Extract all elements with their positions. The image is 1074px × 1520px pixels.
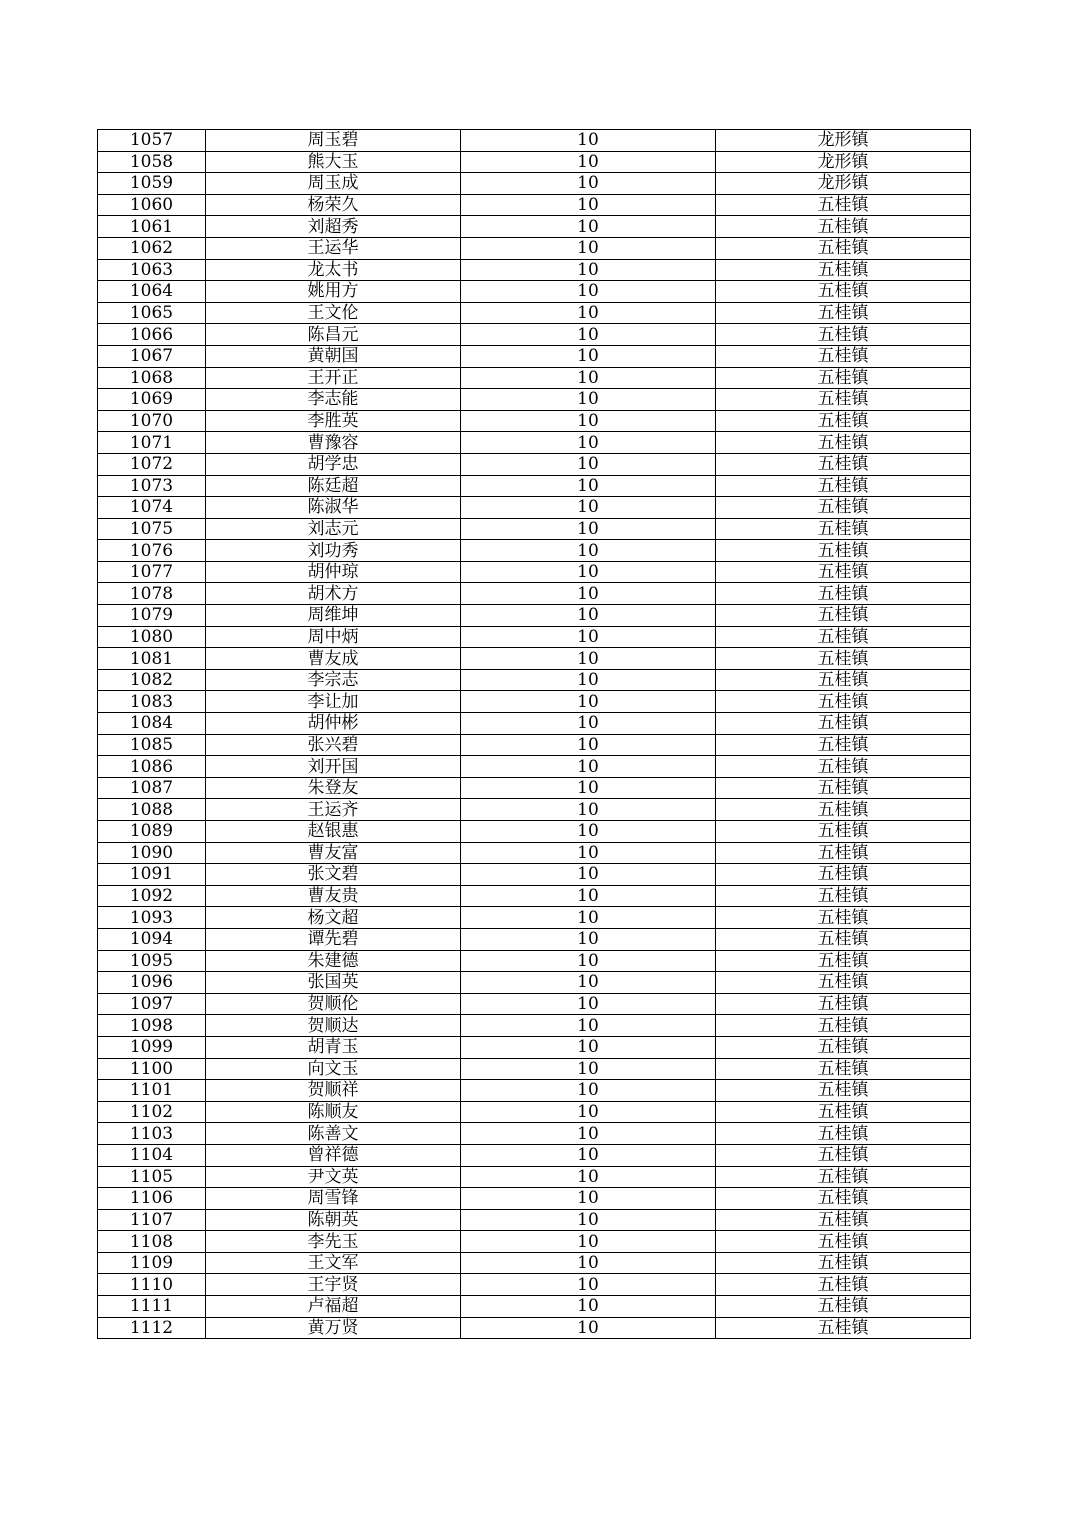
table-row	[98, 993, 971, 1015]
row-number-cell: 1096	[98, 972, 206, 994]
row-number-cell: 1105	[98, 1166, 206, 1188]
town-cell: 五桂镇	[716, 540, 971, 562]
amount-cell: 10	[461, 367, 716, 389]
amount-cell: 10	[461, 1296, 716, 1318]
name-cell: 姚用方	[206, 281, 461, 303]
row-number-cell: 1071	[98, 432, 206, 454]
row-number-cell: 1095	[98, 950, 206, 972]
name-cell: 周维坤	[206, 605, 461, 627]
table-row	[98, 497, 971, 519]
town-cell: 五桂镇	[716, 345, 971, 367]
row-number-cell: 1057	[98, 130, 206, 152]
table-row	[98, 583, 971, 605]
table-row	[98, 734, 971, 756]
town-cell: 五桂镇	[716, 691, 971, 713]
name-cell: 刘功秀	[206, 540, 461, 562]
town-cell: 五桂镇	[716, 302, 971, 324]
amount-cell: 10	[461, 173, 716, 195]
town-cell: 五桂镇	[716, 583, 971, 605]
name-cell: 杨荣久	[206, 194, 461, 216]
amount-cell: 10	[461, 691, 716, 713]
amount-cell: 10	[461, 648, 716, 670]
amount-cell: 10	[461, 281, 716, 303]
row-number-cell: 1109	[98, 1252, 206, 1274]
name-cell: 刘超秀	[206, 216, 461, 238]
town-cell: 五桂镇	[716, 518, 971, 540]
amount-cell: 10	[461, 756, 716, 778]
row-number-cell: 1093	[98, 907, 206, 929]
table-row	[98, 669, 971, 691]
amount-cell: 10	[461, 907, 716, 929]
row-number-cell: 1059	[98, 173, 206, 195]
amount-cell: 10	[461, 540, 716, 562]
town-cell: 龙形镇	[716, 130, 971, 152]
table-row	[98, 691, 971, 713]
amount-cell: 10	[461, 928, 716, 950]
name-cell: 黄万贤	[206, 1317, 461, 1339]
row-number-cell: 1103	[98, 1123, 206, 1145]
town-cell: 五桂镇	[716, 1036, 971, 1058]
town-cell: 龙形镇	[716, 173, 971, 195]
table-row	[98, 799, 971, 821]
row-number-cell: 1097	[98, 993, 206, 1015]
amount-cell: 10	[461, 1080, 716, 1102]
row-number-cell: 1077	[98, 561, 206, 583]
amount-cell: 10	[461, 561, 716, 583]
name-cell: 刘志元	[206, 518, 461, 540]
town-cell: 五桂镇	[716, 237, 971, 259]
row-number-cell: 1058	[98, 151, 206, 173]
table-row	[98, 345, 971, 367]
name-cell: 李胜英	[206, 410, 461, 432]
row-number-cell: 1098	[98, 1015, 206, 1037]
town-cell: 五桂镇	[716, 1188, 971, 1210]
row-number-cell: 1060	[98, 194, 206, 216]
row-number-cell: 1091	[98, 864, 206, 886]
town-cell: 五桂镇	[716, 1166, 971, 1188]
amount-cell: 10	[461, 1036, 716, 1058]
amount-cell: 10	[461, 1188, 716, 1210]
amount-cell: 10	[461, 1123, 716, 1145]
table-row	[98, 605, 971, 627]
table-row	[98, 821, 971, 843]
name-cell: 谭先碧	[206, 928, 461, 950]
row-number-cell: 1068	[98, 367, 206, 389]
name-cell: 贺顺伦	[206, 993, 461, 1015]
table-row	[98, 1036, 971, 1058]
town-cell: 五桂镇	[716, 1296, 971, 1318]
table-row	[98, 389, 971, 411]
town-cell: 五桂镇	[716, 885, 971, 907]
name-cell: 卢福超	[206, 1296, 461, 1318]
town-cell: 五桂镇	[716, 713, 971, 735]
name-cell: 周雪锋	[206, 1188, 461, 1210]
row-number-cell: 1087	[98, 777, 206, 799]
row-number-cell: 1100	[98, 1058, 206, 1080]
name-cell: 张文碧	[206, 864, 461, 886]
table-row	[98, 130, 971, 152]
table-row	[98, 518, 971, 540]
table-row	[98, 756, 971, 778]
town-cell: 五桂镇	[716, 605, 971, 627]
town-cell: 五桂镇	[716, 194, 971, 216]
row-number-cell: 1112	[98, 1317, 206, 1339]
name-cell: 周玉成	[206, 173, 461, 195]
town-cell: 五桂镇	[716, 972, 971, 994]
table-row	[98, 713, 971, 735]
amount-cell: 10	[461, 259, 716, 281]
table-row	[98, 302, 971, 324]
town-cell: 五桂镇	[716, 626, 971, 648]
amount-cell: 10	[461, 432, 716, 454]
table-row	[98, 1209, 971, 1231]
roster-table-container	[97, 129, 970, 1339]
row-number-cell: 1094	[98, 928, 206, 950]
table-row	[98, 1166, 971, 1188]
amount-cell: 10	[461, 130, 716, 152]
row-number-cell: 1076	[98, 540, 206, 562]
amount-cell: 10	[461, 972, 716, 994]
town-cell: 五桂镇	[716, 1080, 971, 1102]
amount-cell: 10	[461, 885, 716, 907]
name-cell: 王宇贤	[206, 1274, 461, 1296]
amount-cell: 10	[461, 345, 716, 367]
table-row	[98, 907, 971, 929]
table-row	[98, 151, 971, 173]
table-row	[98, 626, 971, 648]
name-cell: 周中炳	[206, 626, 461, 648]
town-cell: 五桂镇	[716, 497, 971, 519]
table-row	[98, 972, 971, 994]
row-number-cell: 1089	[98, 821, 206, 843]
name-cell: 陈顺友	[206, 1101, 461, 1123]
amount-cell: 10	[461, 389, 716, 411]
amount-cell: 10	[461, 734, 716, 756]
table-row	[98, 173, 971, 195]
amount-cell: 10	[461, 1252, 716, 1274]
table-row	[98, 1274, 971, 1296]
name-cell: 贺顺祥	[206, 1080, 461, 1102]
row-number-cell: 1111	[98, 1296, 206, 1318]
name-cell: 胡仲彬	[206, 713, 461, 735]
name-cell: 黄朝国	[206, 345, 461, 367]
row-number-cell: 1065	[98, 302, 206, 324]
town-cell: 五桂镇	[716, 864, 971, 886]
amount-cell: 10	[461, 864, 716, 886]
amount-cell: 10	[461, 1274, 716, 1296]
row-number-cell: 1106	[98, 1188, 206, 1210]
amount-cell: 10	[461, 324, 716, 346]
town-cell: 五桂镇	[716, 842, 971, 864]
amount-cell: 10	[461, 1101, 716, 1123]
amount-cell: 10	[461, 713, 716, 735]
amount-cell: 10	[461, 605, 716, 627]
name-cell: 杨文超	[206, 907, 461, 929]
row-number-cell: 1085	[98, 734, 206, 756]
amount-cell: 10	[461, 497, 716, 519]
name-cell: 李先玉	[206, 1231, 461, 1253]
name-cell: 胡术方	[206, 583, 461, 605]
table-row	[98, 281, 971, 303]
row-number-cell: 1090	[98, 842, 206, 864]
row-number-cell: 1082	[98, 669, 206, 691]
table-row	[98, 1080, 971, 1102]
table-row	[98, 928, 971, 950]
name-cell: 陈廷超	[206, 475, 461, 497]
row-number-cell: 1067	[98, 345, 206, 367]
town-cell: 五桂镇	[716, 1274, 971, 1296]
name-cell: 曹友贵	[206, 885, 461, 907]
town-cell: 五桂镇	[716, 1101, 971, 1123]
name-cell: 王文军	[206, 1252, 461, 1274]
amount-cell: 10	[461, 950, 716, 972]
row-number-cell: 1092	[98, 885, 206, 907]
amount-cell: 10	[461, 1209, 716, 1231]
name-cell: 王运齐	[206, 799, 461, 821]
town-cell: 五桂镇	[716, 1209, 971, 1231]
town-cell: 五桂镇	[716, 1144, 971, 1166]
amount-cell: 10	[461, 518, 716, 540]
town-cell: 五桂镇	[716, 1252, 971, 1274]
town-cell: 五桂镇	[716, 410, 971, 432]
row-number-cell: 1108	[98, 1231, 206, 1253]
town-cell: 五桂镇	[716, 993, 971, 1015]
row-number-cell: 1088	[98, 799, 206, 821]
row-number-cell: 1063	[98, 259, 206, 281]
row-number-cell: 1062	[98, 237, 206, 259]
row-number-cell: 1107	[98, 1209, 206, 1231]
town-cell: 五桂镇	[716, 799, 971, 821]
amount-cell: 10	[461, 237, 716, 259]
town-cell: 五桂镇	[716, 432, 971, 454]
table-row	[98, 432, 971, 454]
town-cell: 五桂镇	[716, 475, 971, 497]
name-cell: 陈善文	[206, 1123, 461, 1145]
amount-cell: 10	[461, 1166, 716, 1188]
roster-table	[97, 129, 971, 1339]
name-cell: 陈淑华	[206, 497, 461, 519]
table-row	[98, 561, 971, 583]
amount-cell: 10	[461, 151, 716, 173]
amount-cell: 10	[461, 475, 716, 497]
amount-cell: 10	[461, 410, 716, 432]
town-cell: 五桂镇	[716, 216, 971, 238]
row-number-cell: 1061	[98, 216, 206, 238]
name-cell: 胡仲琼	[206, 561, 461, 583]
table-row	[98, 259, 971, 281]
amount-cell: 10	[461, 194, 716, 216]
amount-cell: 10	[461, 777, 716, 799]
name-cell: 曹豫容	[206, 432, 461, 454]
table-row	[98, 237, 971, 259]
amount-cell: 10	[461, 1058, 716, 1080]
name-cell: 尹文英	[206, 1166, 461, 1188]
row-number-cell: 1069	[98, 389, 206, 411]
town-cell: 五桂镇	[716, 734, 971, 756]
row-number-cell: 1075	[98, 518, 206, 540]
row-number-cell: 1081	[98, 648, 206, 670]
table-row	[98, 475, 971, 497]
table-row	[98, 1015, 971, 1037]
town-cell: 五桂镇	[716, 281, 971, 303]
table-row	[98, 540, 971, 562]
town-cell: 五桂镇	[716, 561, 971, 583]
table-row	[98, 1317, 971, 1339]
amount-cell: 10	[461, 799, 716, 821]
name-cell: 胡学忠	[206, 453, 461, 475]
name-cell: 曹友富	[206, 842, 461, 864]
amount-cell: 10	[461, 842, 716, 864]
amount-cell: 10	[461, 583, 716, 605]
row-number-cell: 1070	[98, 410, 206, 432]
name-cell: 张兴碧	[206, 734, 461, 756]
table-row	[98, 324, 971, 346]
roster-table-body	[98, 130, 971, 1339]
row-number-cell: 1064	[98, 281, 206, 303]
table-row	[98, 194, 971, 216]
amount-cell: 10	[461, 1317, 716, 1339]
town-cell: 龙形镇	[716, 151, 971, 173]
town-cell: 五桂镇	[716, 756, 971, 778]
amount-cell: 10	[461, 1015, 716, 1037]
amount-cell: 10	[461, 669, 716, 691]
name-cell: 王开正	[206, 367, 461, 389]
amount-cell: 10	[461, 1231, 716, 1253]
table-row	[98, 1296, 971, 1318]
name-cell: 张国英	[206, 972, 461, 994]
name-cell: 熊大玉	[206, 151, 461, 173]
name-cell: 李让加	[206, 691, 461, 713]
row-number-cell: 1104	[98, 1144, 206, 1166]
town-cell: 五桂镇	[716, 928, 971, 950]
row-number-cell: 1078	[98, 583, 206, 605]
table-row	[98, 367, 971, 389]
name-cell: 陈昌元	[206, 324, 461, 346]
row-number-cell: 1066	[98, 324, 206, 346]
row-number-cell: 1110	[98, 1274, 206, 1296]
row-number-cell: 1072	[98, 453, 206, 475]
table-row	[98, 1058, 971, 1080]
town-cell: 五桂镇	[716, 669, 971, 691]
amount-cell: 10	[461, 993, 716, 1015]
name-cell: 贺顺达	[206, 1015, 461, 1037]
town-cell: 五桂镇	[716, 648, 971, 670]
table-row	[98, 950, 971, 972]
row-number-cell: 1099	[98, 1036, 206, 1058]
name-cell: 刘开国	[206, 756, 461, 778]
row-number-cell: 1083	[98, 691, 206, 713]
name-cell: 朱建德	[206, 950, 461, 972]
name-cell: 胡青玉	[206, 1036, 461, 1058]
table-row	[98, 216, 971, 238]
row-number-cell: 1086	[98, 756, 206, 778]
town-cell: 五桂镇	[716, 950, 971, 972]
town-cell: 五桂镇	[716, 1015, 971, 1037]
amount-cell: 10	[461, 453, 716, 475]
town-cell: 五桂镇	[716, 777, 971, 799]
table-row	[98, 1123, 971, 1145]
amount-cell: 10	[461, 302, 716, 324]
table-row	[98, 777, 971, 799]
town-cell: 五桂镇	[716, 1317, 971, 1339]
name-cell: 曾祥德	[206, 1144, 461, 1166]
name-cell: 李宗志	[206, 669, 461, 691]
town-cell: 五桂镇	[716, 324, 971, 346]
row-number-cell: 1080	[98, 626, 206, 648]
table-row	[98, 1231, 971, 1253]
amount-cell: 10	[461, 821, 716, 843]
table-row	[98, 1144, 971, 1166]
name-cell: 向文玉	[206, 1058, 461, 1080]
town-cell: 五桂镇	[716, 907, 971, 929]
table-row	[98, 453, 971, 475]
town-cell: 五桂镇	[716, 1058, 971, 1080]
name-cell: 朱登友	[206, 777, 461, 799]
table-row	[98, 864, 971, 886]
table-row	[98, 1101, 971, 1123]
town-cell: 五桂镇	[716, 1231, 971, 1253]
town-cell: 五桂镇	[716, 1123, 971, 1145]
name-cell: 曹友成	[206, 648, 461, 670]
table-row	[98, 410, 971, 432]
town-cell: 五桂镇	[716, 389, 971, 411]
row-number-cell: 1074	[98, 497, 206, 519]
row-number-cell: 1101	[98, 1080, 206, 1102]
name-cell: 龙太书	[206, 259, 461, 281]
name-cell: 陈朝英	[206, 1209, 461, 1231]
town-cell: 五桂镇	[716, 259, 971, 281]
table-row	[98, 885, 971, 907]
name-cell: 王运华	[206, 237, 461, 259]
name-cell: 周玉碧	[206, 130, 461, 152]
row-number-cell: 1073	[98, 475, 206, 497]
town-cell: 五桂镇	[716, 367, 971, 389]
row-number-cell: 1079	[98, 605, 206, 627]
town-cell: 五桂镇	[716, 453, 971, 475]
table-row	[98, 648, 971, 670]
name-cell: 赵银惠	[206, 821, 461, 843]
town-cell: 五桂镇	[716, 821, 971, 843]
row-number-cell: 1084	[98, 713, 206, 735]
table-row	[98, 1252, 971, 1274]
amount-cell: 10	[461, 216, 716, 238]
name-cell: 王文伦	[206, 302, 461, 324]
amount-cell: 10	[461, 626, 716, 648]
amount-cell: 10	[461, 1144, 716, 1166]
table-row	[98, 842, 971, 864]
row-number-cell: 1102	[98, 1101, 206, 1123]
name-cell: 李志能	[206, 389, 461, 411]
table-row	[98, 1188, 971, 1210]
